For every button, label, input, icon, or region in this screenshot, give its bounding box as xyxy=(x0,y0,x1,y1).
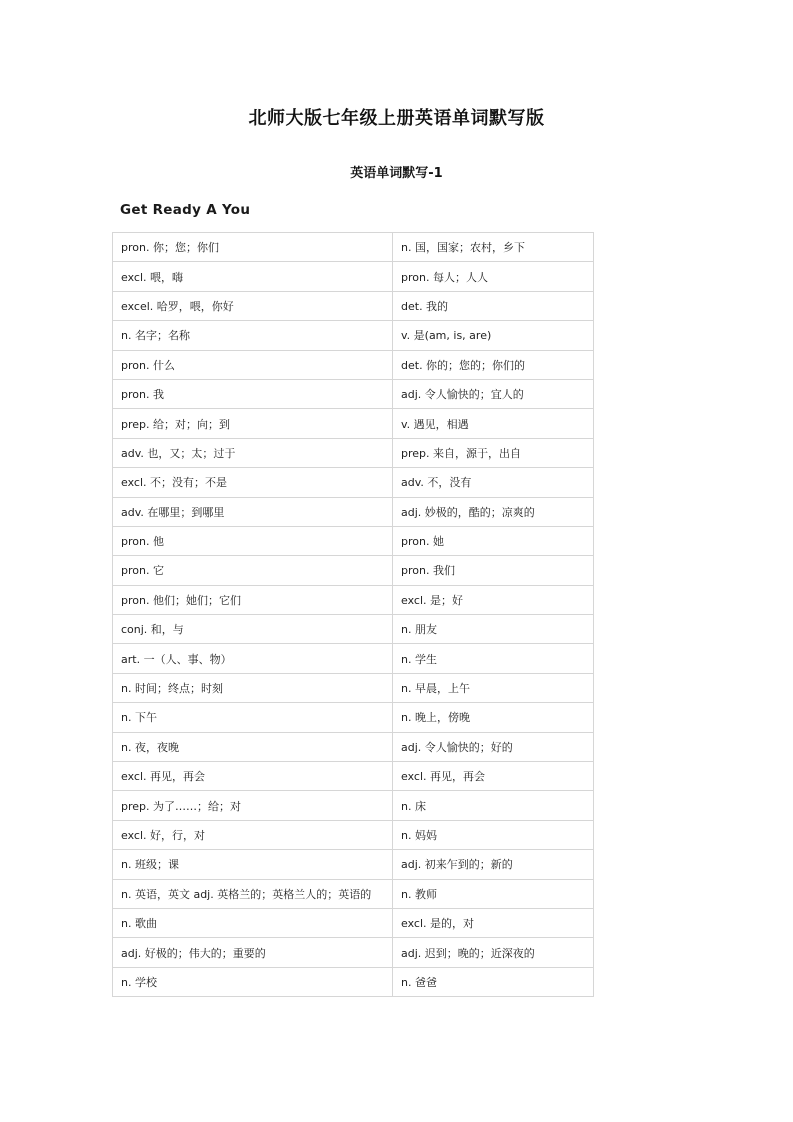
definition-cell-left: conj. 和，与 xyxy=(113,615,393,644)
definition-cell-right: excl. 是的，对 xyxy=(393,908,594,937)
definition-cell-right: n. 学生 xyxy=(393,644,594,673)
table-row xyxy=(113,732,594,761)
definition-cell-left: pron. 他 xyxy=(113,526,393,555)
definition-cell-right: n. 朋友 xyxy=(393,615,594,644)
definition-cell-right: n. 国，国家；农村，乡下 xyxy=(393,233,594,262)
definition-cell-left: n. 下午 xyxy=(113,703,393,732)
definition-cell-left: pron. 它 xyxy=(113,556,393,585)
definition-cell-right: excl. 再见，再会 xyxy=(393,762,594,791)
definition-cell-right: det. 你的；您的；你们的 xyxy=(393,350,594,379)
definition-cell-right: excl. 是；好 xyxy=(393,585,594,614)
section-title: 英语单词默写-1 xyxy=(350,166,443,181)
definition-cell-left: n. 学校 xyxy=(113,967,393,996)
definition-cell-left: n. 时间；终点；时刻 xyxy=(113,673,393,702)
definition-cell-left: adj. 好极的；伟大的；重要的 xyxy=(113,938,393,967)
definition-cell-left: n. 歌曲 xyxy=(113,908,393,937)
table-row xyxy=(113,585,594,614)
table-row xyxy=(113,291,594,320)
table-row xyxy=(113,615,594,644)
definition-cell-right: n. 教师 xyxy=(393,879,594,908)
definition-cell-left: art. 一（人、事、物） xyxy=(113,644,393,673)
table-row xyxy=(113,938,594,967)
table-row xyxy=(113,673,594,702)
table-row xyxy=(113,820,594,849)
definition-cell-right: adj. 妙极的，酷的；凉爽的 xyxy=(393,497,594,526)
table-row xyxy=(113,644,594,673)
definition-cell-right: n. 床 xyxy=(393,791,594,820)
table-row xyxy=(113,262,594,291)
definition-cell-left: adv. 在哪里；到哪里 xyxy=(113,497,393,526)
definition-cell-left: pron. 他们；她们；它们 xyxy=(113,585,393,614)
definition-cell-left: excl. 好，行，对 xyxy=(113,820,393,849)
table-row xyxy=(113,879,594,908)
table-row xyxy=(113,526,594,555)
table-row xyxy=(113,468,594,497)
definition-cell-right: n. 妈妈 xyxy=(393,820,594,849)
definition-cell-left: excl. 不；没有；不是 xyxy=(113,468,393,497)
vocabulary-table xyxy=(112,232,594,997)
definition-cell-left: excel. 哈罗，喂，你好 xyxy=(113,291,393,320)
definition-cell-right: n. 晚上，傍晚 xyxy=(393,703,594,732)
definition-cell-left: n. 班级；课 xyxy=(113,850,393,879)
table-row xyxy=(113,497,594,526)
definition-cell-left: prep. 给；对；向；到 xyxy=(113,409,393,438)
table-row xyxy=(113,438,594,467)
definition-cell-left: pron. 你；您；你们 xyxy=(113,233,393,262)
definition-cell-right: v. 遇见，相遇 xyxy=(393,409,594,438)
table-row xyxy=(113,556,594,585)
definition-cell-right: adj. 初来乍到的；新的 xyxy=(393,850,594,879)
definition-cell-right: v. 是(am, is, are) xyxy=(393,321,594,350)
definition-cell-left: n. 名字；名称 xyxy=(113,321,393,350)
definition-cell-left: n. 夜，夜晚 xyxy=(113,732,393,761)
definition-cell-right: adj. 迟到；晚的；近深夜的 xyxy=(393,938,594,967)
table-row xyxy=(113,967,594,996)
definition-cell-left: prep. 为了……；给；对 xyxy=(113,791,393,820)
table-row xyxy=(113,379,594,408)
definition-cell-right: pron. 她 xyxy=(393,526,594,555)
definition-cell-left: adv. 也，又；太；过于 xyxy=(113,438,393,467)
vocabulary-table-body xyxy=(113,233,594,997)
definition-cell-right: adv. 不，没有 xyxy=(393,468,594,497)
unit-title: Get Ready A You xyxy=(120,202,251,218)
table-row xyxy=(113,850,594,879)
table-row xyxy=(113,762,594,791)
definition-cell-right: n. 爸爸 xyxy=(393,967,594,996)
table-row xyxy=(113,409,594,438)
definition-cell-right: pron. 我们 xyxy=(393,556,594,585)
definition-cell-left: n. 英语，英文 adj. 英格兰的；英格兰人的；英语的 xyxy=(113,879,393,908)
definition-cell-right: adj. 令人愉快的；好的 xyxy=(393,732,594,761)
definition-cell-left: excl. 喂，嗨 xyxy=(113,262,393,291)
definition-cell-right: adj. 令人愉快的；宜人的 xyxy=(393,379,594,408)
table-row xyxy=(113,350,594,379)
table-row xyxy=(113,233,594,262)
table-row xyxy=(113,321,594,350)
definition-cell-right: prep. 来自，源于，出自 xyxy=(393,438,594,467)
definition-cell-right: pron. 每人；人人 xyxy=(393,262,594,291)
table-row xyxy=(113,703,594,732)
table-row xyxy=(113,791,594,820)
definition-cell-left: excl. 再见，再会 xyxy=(113,762,393,791)
definition-cell-left: pron. 什么 xyxy=(113,350,393,379)
definition-cell-right: det. 我的 xyxy=(393,291,594,320)
definition-cell-right: n. 早晨，上午 xyxy=(393,673,594,702)
table-row xyxy=(113,908,594,937)
definition-cell-left: pron. 我 xyxy=(113,379,393,408)
document-title: 北师大版七年级上册英语单词默写版 xyxy=(248,108,545,129)
